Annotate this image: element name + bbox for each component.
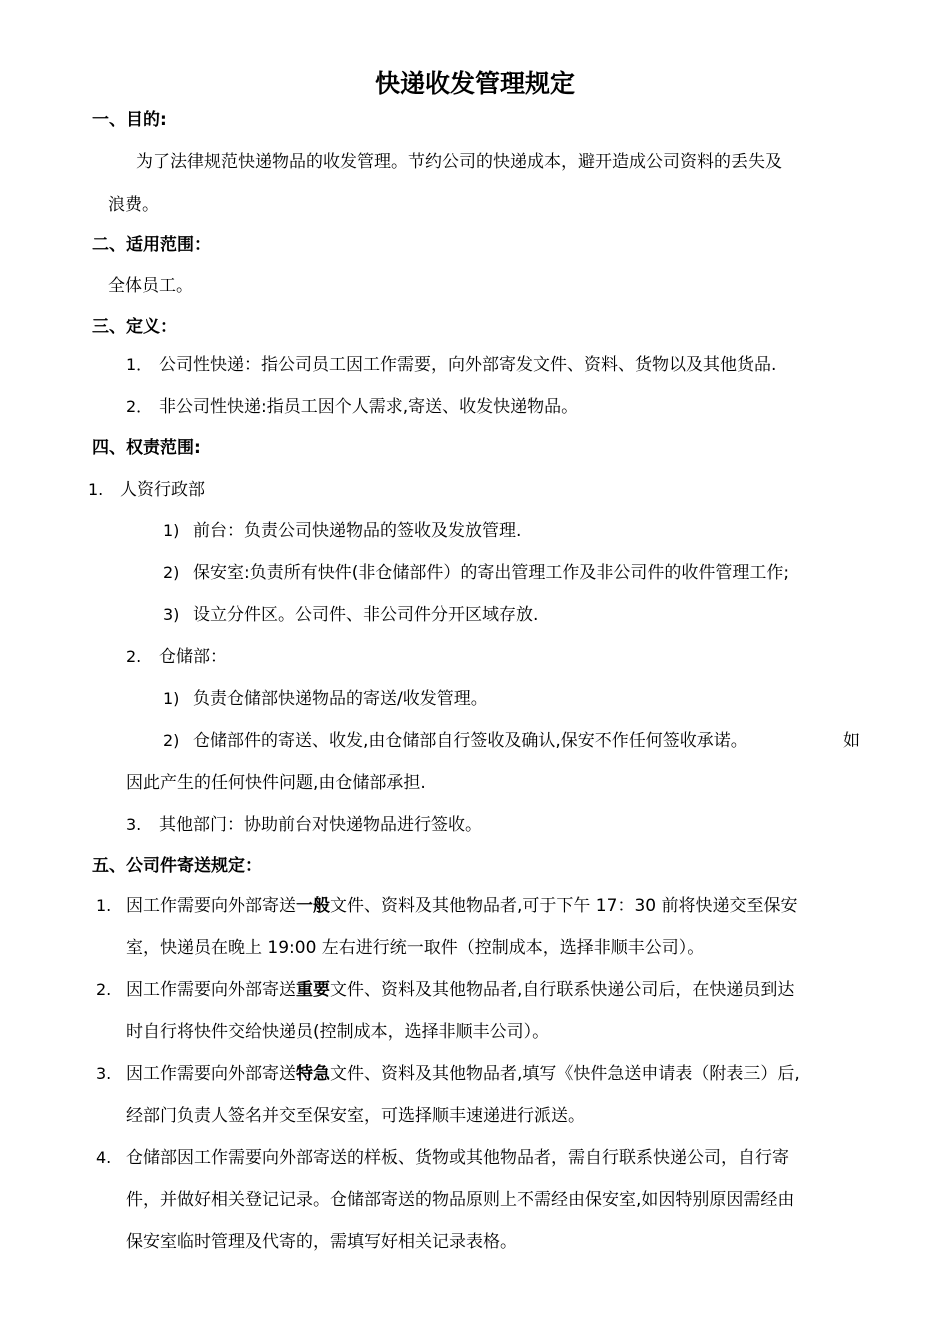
rule-3-bold: 特急 <box>296 1064 330 1084</box>
rule-2-number: 2. <box>96 980 112 999</box>
dept-2-name: 仓储部： <box>159 647 227 667</box>
rule-4-line-3: 保安室临时管理及代寄的，需填写好相关记录表格。 <box>126 1232 517 1252</box>
section-1-heading: 一、目的: <box>92 110 167 130</box>
rule-2-pre: 因工作需要向外部寄送 <box>126 980 296 1000</box>
rule-3-number: 3. <box>96 1064 112 1083</box>
section-3-heading: 三、定义： <box>92 317 177 337</box>
dept-1-name: 人资行政部 <box>120 480 205 500</box>
rule-1-post: 文件、资料及其他物品者,可于下午 17：30 前将快递交至保安 <box>330 896 798 916</box>
dept-3-text: 其他部门：协助前台对快递物品进行签收。 <box>159 815 482 835</box>
rule-1-bold: 一般 <box>296 896 330 916</box>
dept-2-number: 2. <box>126 647 142 666</box>
section-2-heading: 二、适用范围： <box>92 235 211 255</box>
rule-1-line-2: 室，快递员在晚上 19:00 左右进行统一取件（控制成本，选择非顺丰公司）。 <box>126 938 705 958</box>
rule-2-post: 文件、资料及其他物品者,自行联系快递公司后，在快递员到达 <box>330 980 795 1000</box>
rule-2-bold: 重要 <box>296 980 330 1000</box>
section-1-text-line-1: 为了法律规范快递物品的收发管理。节约公司的快递成本，避开造成公司资料的丢失及 <box>136 152 782 172</box>
section-5-heading: 五、公司件寄送规定： <box>92 856 262 876</box>
dept-2-item-2-number: 2) <box>163 731 180 750</box>
rule-2-line-1 <box>126 978 794 1002</box>
document-title: 快递收发管理规定 <box>374 69 575 98</box>
rule-1-number: 1. <box>96 896 112 915</box>
rule-1-line-1 <box>126 894 797 918</box>
section-2-text: 全体员工。 <box>108 276 193 296</box>
rule-3-pre: 因工作需要向外部寄送 <box>126 1064 296 1084</box>
definition-1-number: 1． <box>126 355 153 374</box>
dept-1-number: 1. <box>88 480 104 499</box>
rule-1-pre: 因工作需要向外部寄送 <box>126 896 296 916</box>
dept-1-item-3-text: 设立分件区。公司件、非公司件分开区域存放. <box>193 605 539 625</box>
dept-1-item-2-number: 2) <box>163 563 180 582</box>
dept-1-item-1-number: 1) <box>163 521 180 540</box>
rule-3-post: 文件、资料及其他物品者,填写《快件急送申请表（附表三）后, <box>330 1064 800 1084</box>
dept-1-item-1-text: 前台：负责公司快递物品的签收及发放管理. <box>193 521 522 541</box>
section-1-text-line-2: 浪费。 <box>108 195 159 215</box>
rule-4-line-1: 仓储部因工作需要向外部寄送的样板、货物或其他物品者，需自行联系快递公司，自行寄 <box>126 1148 789 1168</box>
rule-4-line-2: 件，并做好相关登记记录。仓储部寄送的物品原则上不需经由保安室,如因特别原因需经由 <box>126 1190 795 1210</box>
rule-3-line-2: 经部门负责人签名并交至保安室，可选择顺丰速递进行派送。 <box>126 1106 585 1126</box>
definition-1-text: 公司性快递：指公司员工因工作需要，向外部寄发文件、资料、货物以及其他货品. <box>159 355 777 375</box>
rule-4-number: 4. <box>96 1148 112 1167</box>
section-4-heading: 四、权责范围: <box>92 438 201 458</box>
rule-2-line-2: 时自行将快件交给快递员(控制成本，选择非顺丰公司）。 <box>126 1022 550 1042</box>
dept-2-item-2-text: 仓储部件的寄送、收发,由仓储部自行签收及确认,保安不作任何签收承诺。 <box>193 731 748 751</box>
rule-3-line-1 <box>126 1062 800 1086</box>
dept-1-item-2-text: 保安室:负责所有快件(非仓储部件）的寄出管理工作及非公司件的收件管理工作; <box>193 563 790 583</box>
dept-3-number: 3. <box>126 815 142 834</box>
dept-2-item-2-continuation: 因此产生的任何快件问题,由仓储部承担. <box>126 773 426 793</box>
dept-2-item-2-tail: 如 <box>843 731 860 751</box>
dept-1-item-3-number: 3) <box>163 605 180 624</box>
dept-2-item-1-number: 1) <box>163 689 180 708</box>
definition-2-text: 非公司性快递:指员工因个人需求,寄送、收发快递物品。 <box>159 397 579 417</box>
definition-2-number: 2． <box>126 397 153 416</box>
dept-2-item-1-text: 负责仓储部快递物品的寄送/收发管理。 <box>193 689 488 709</box>
